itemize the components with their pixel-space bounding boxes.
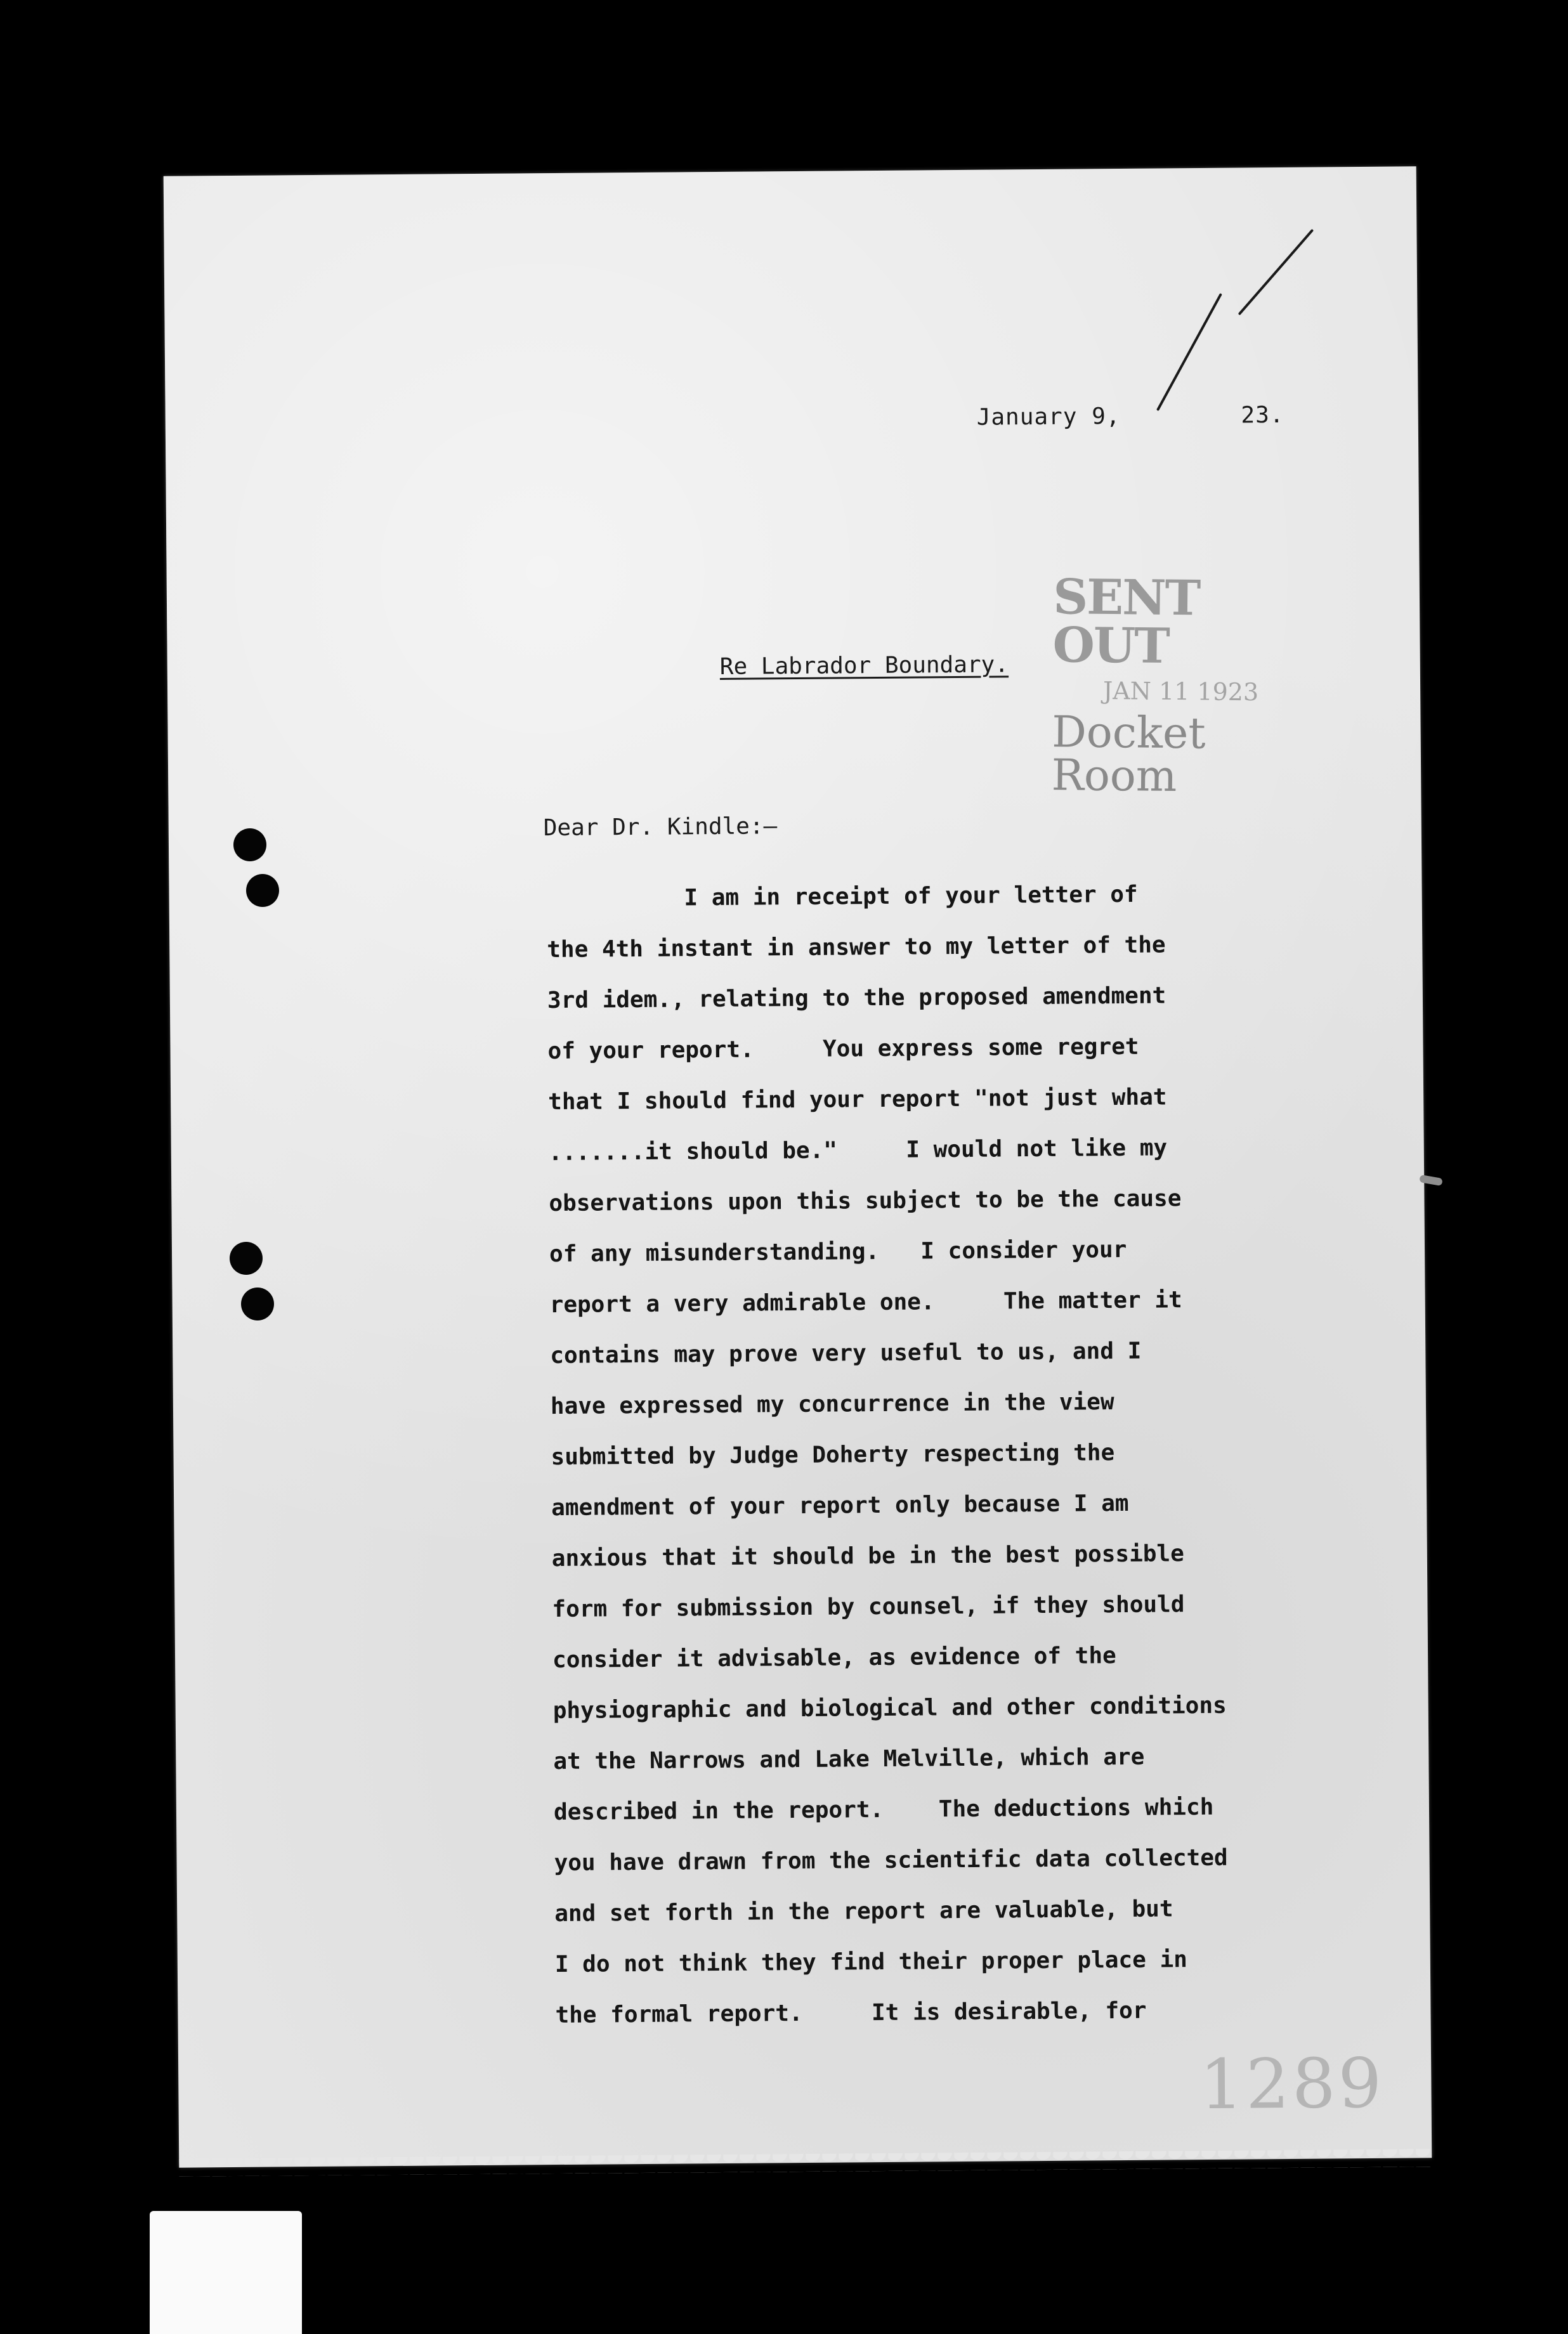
stamp-docket-room: Docket Room bbox=[1051, 707, 1206, 802]
stamp-sent-out: SENT OUT bbox=[1052, 568, 1200, 674]
body-line: .......it should be." I would not like my bbox=[548, 1135, 1168, 1166]
body-line: at the Narrows and Lake Melville, which are bbox=[553, 1744, 1145, 1775]
body-line: observations upon this subject to be the cause bbox=[549, 1185, 1182, 1217]
body-line: you have drawn from the scientific data collected bbox=[554, 1844, 1228, 1877]
punch-hole bbox=[246, 874, 279, 907]
letter-salutation: Dear Dr. Kindle:— bbox=[543, 813, 778, 842]
body-line: consider it advisable, as evidence of the bbox=[552, 1643, 1116, 1674]
stamp-date: JAN 11 1923 bbox=[1102, 676, 1259, 707]
letter-body bbox=[546, 868, 1380, 2041]
body-line: anxious that it should be in the best possible bbox=[551, 1541, 1184, 1572]
body-line: I do not think they find their proper place in bbox=[554, 1946, 1187, 1978]
date-text: January 9, bbox=[976, 403, 1121, 431]
body-line: contains may prove very useful to us, and I bbox=[550, 1338, 1142, 1369]
sent-out-stamp bbox=[1051, 568, 1319, 802]
body-line: report a very admirable one. The matter it bbox=[549, 1287, 1182, 1319]
punch-hole bbox=[241, 1288, 274, 1320]
body-line: form for submission by counsel, if they should bbox=[552, 1591, 1185, 1623]
body-line: 3rd idem., relating to the proposed amendment bbox=[547, 982, 1166, 1014]
body-line: described in the report. The deductions which bbox=[553, 1794, 1214, 1826]
body-line: the formal report. It is desirable, for bbox=[555, 1997, 1147, 2029]
letter-date bbox=[977, 402, 1284, 431]
body-line: and set forth in the report are valuable, but bbox=[554, 1896, 1173, 1927]
body-line: I am in receipt of your letter of bbox=[546, 881, 1138, 913]
letter-page bbox=[164, 166, 1432, 2167]
torn-edge bbox=[179, 2149, 1432, 2177]
punch-hole bbox=[230, 1242, 263, 1275]
body-line: submitted by Judge Doherty respecting the bbox=[551, 1440, 1115, 1471]
body-line: amendment of your report only because I am bbox=[551, 1490, 1129, 1522]
page-number: 1289 bbox=[1199, 2044, 1385, 2125]
letter-subject: Re Labrador Boundary. bbox=[719, 651, 1009, 680]
punch-hole bbox=[233, 828, 266, 861]
body-line: physiographic and biological and other conditions bbox=[552, 1692, 1227, 1724]
date-year: 23. bbox=[1241, 401, 1284, 429]
check-mark-icon bbox=[1144, 224, 1323, 415]
body-line: of any misunderstanding. I consider your bbox=[549, 1236, 1127, 1268]
body-line: have expressed my concurrence in the view bbox=[550, 1389, 1114, 1420]
body-line: the 4th instant in answer to my letter of the bbox=[547, 932, 1166, 963]
body-line: of your report. You express some regret bbox=[547, 1033, 1139, 1065]
body-line: that I should find your report "not just what bbox=[548, 1084, 1167, 1116]
white-tab bbox=[150, 2211, 302, 2334]
